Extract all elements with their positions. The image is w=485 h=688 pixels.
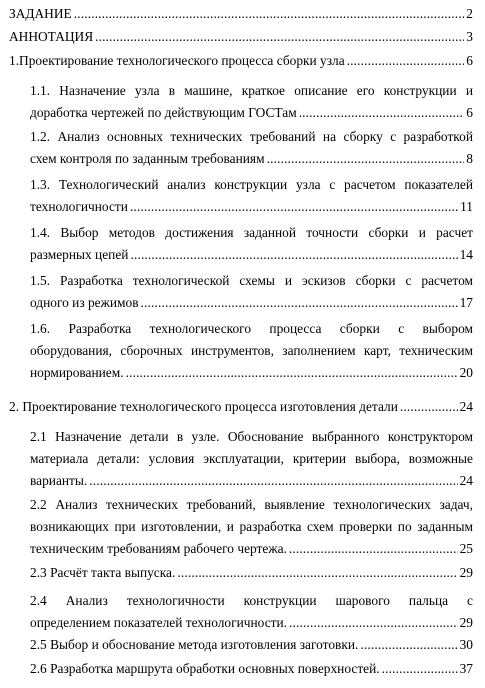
toc-entry[interactable]	[9, 50, 473, 72]
toc-entry-title: техническим требованиям рабочего чертежа.	[30, 541, 287, 556]
toc-entry[interactable]	[30, 634, 473, 656]
toc-entry-line	[30, 244, 473, 266]
toc-entry[interactable]	[30, 658, 473, 680]
toc-entry-line	[30, 612, 473, 634]
toc-entry-line: 1.1. Назначение узла в машине, краткое описание его конструкции и	[30, 83, 473, 98]
toc-entry[interactable]	[30, 590, 473, 634]
toc-entry[interactable]	[30, 494, 473, 560]
toc-entry-title: 2.3 Расчёт такта выпуска.	[30, 565, 176, 580]
toc-entry-line	[9, 396, 473, 418]
toc-entry-title: варианты.	[30, 473, 88, 488]
dot-leader	[289, 538, 458, 560]
toc-page-number: 6	[466, 53, 473, 68]
dot-leader	[347, 50, 465, 72]
toc-entry-title: нормированием.	[30, 365, 124, 380]
toc-entry-line	[9, 50, 473, 72]
dot-leader	[382, 658, 458, 680]
toc-entry-line: материала детали: условия эксплуатации, критерии выбора, возможные	[30, 451, 473, 466]
toc-page-number: 29	[459, 615, 473, 630]
toc-entry-line	[30, 196, 473, 218]
toc-entry-title: 2. Проектирование технологического процесса изготовления детали	[9, 399, 398, 414]
toc-entry-line	[30, 470, 473, 492]
toc-entry-title: Проектирование технологического процесса сборки узла	[19, 53, 345, 68]
dot-leader	[130, 196, 458, 218]
toc-entry-line: 1.5. Разработка технологической схемы и эскизов сборки с расчетом	[30, 273, 473, 288]
toc-entry-line	[30, 658, 473, 680]
toc-page-number: 17	[459, 295, 473, 310]
toc-entry-line	[30, 562, 473, 584]
toc-entry-line: 1.6. Разработка технологического процесса сборки с выбором	[30, 321, 473, 336]
toc-entry[interactable]	[30, 80, 473, 124]
toc-entry[interactable]	[30, 426, 473, 492]
toc-page-number: 29	[459, 565, 473, 580]
toc-entry-title: определением показателей технологичности.	[30, 615, 288, 630]
toc-page-number: 11	[460, 199, 473, 214]
dot-leader	[267, 148, 465, 170]
toc-entry-line	[9, 26, 473, 48]
dot-leader	[89, 470, 457, 492]
toc-entry-line	[30, 362, 473, 384]
toc-entry-line: возникающих при изготовлении, и разработка схем проверки по заданным	[30, 519, 473, 534]
toc-entry[interactable]	[30, 562, 473, 584]
toc-entry-title: АННОТАЦИЯ	[9, 29, 94, 44]
toc-page-number: 30	[459, 637, 473, 652]
toc-entry-title: размерных цепей	[30, 247, 129, 262]
toc-entry-line: 2.4 Анализ технологичности конструкции шарового пальца с	[30, 593, 473, 608]
dot-leader	[289, 612, 458, 634]
toc-page-number: 25	[459, 541, 473, 556]
toc-entry[interactable]	[9, 396, 473, 418]
toc-entry[interactable]	[9, 3, 473, 25]
dot-leader	[141, 292, 458, 314]
toc-page-number: 24	[459, 399, 473, 414]
toc-entry[interactable]	[30, 126, 473, 170]
toc-entry-line: оборудования, сборочных инструментов, заполнением карт, техническим	[30, 343, 473, 358]
toc-entry-line	[9, 3, 473, 25]
dot-leader	[360, 634, 457, 656]
toc-page-number: 6	[466, 105, 473, 120]
dot-leader	[130, 244, 457, 266]
toc-entry-title: схем контроля по заданным требованиям	[30, 151, 265, 166]
toc-page-number: 20	[459, 365, 473, 380]
toc-page-number: 14	[459, 247, 473, 262]
toc-entry-line: 1.4. Выбор методов достижения заданной точности сборки и расчет	[30, 225, 473, 240]
toc-entry-line	[30, 148, 473, 170]
toc-entry-line	[30, 102, 473, 124]
dot-leader	[299, 102, 465, 124]
dot-leader	[95, 26, 464, 48]
dot-leader	[126, 362, 458, 384]
toc-entry-title: 2.6 Разработка маршрута обработки основных поверхностей.	[30, 661, 380, 676]
toc-page-number: 8	[466, 151, 473, 166]
toc-entry-title: технологичности	[30, 199, 128, 214]
toc-entry-title: 2.5 Выбор и обоснование метода изготовления заготовки.	[30, 637, 359, 652]
toc-entry-line: 2.2 Анализ технических требований, выявление технологических задач,	[30, 497, 473, 512]
toc-entry[interactable]	[30, 270, 473, 314]
toc-entry-title: ЗАДАНИЕ	[9, 6, 72, 21]
toc-entry[interactable]	[30, 318, 473, 384]
toc-entry[interactable]	[9, 26, 473, 48]
toc-entry-title: одного из режимов	[30, 295, 139, 310]
toc-entry[interactable]	[30, 222, 473, 266]
dot-leader	[400, 396, 458, 418]
toc-entry-line: 1.2. Анализ основных технических требований на сборку с разработкой	[30, 129, 473, 144]
toc-entry-number: 1.	[9, 53, 20, 68]
toc-entry-line	[30, 634, 473, 656]
toc-entry-title: доработка чертежей по действующим ГОСТам	[30, 105, 297, 120]
toc-entry-line	[30, 292, 473, 314]
toc-page-number: 3	[466, 29, 473, 44]
toc-entry-line	[30, 538, 473, 560]
toc-page-number: 37	[459, 661, 473, 676]
dot-leader	[177, 562, 457, 584]
toc-entry-line: 2.1 Назначение детали в узле. Обоснование выбранного конструктором	[30, 429, 473, 444]
toc-entry[interactable]	[30, 174, 473, 218]
dot-leader	[74, 3, 465, 25]
toc-page-number: 2	[466, 6, 473, 21]
toc-entry-line: 1.3. Технологический анализ конструкции узла с расчетом показателей	[30, 177, 473, 192]
toc-page-number: 24	[459, 473, 473, 488]
